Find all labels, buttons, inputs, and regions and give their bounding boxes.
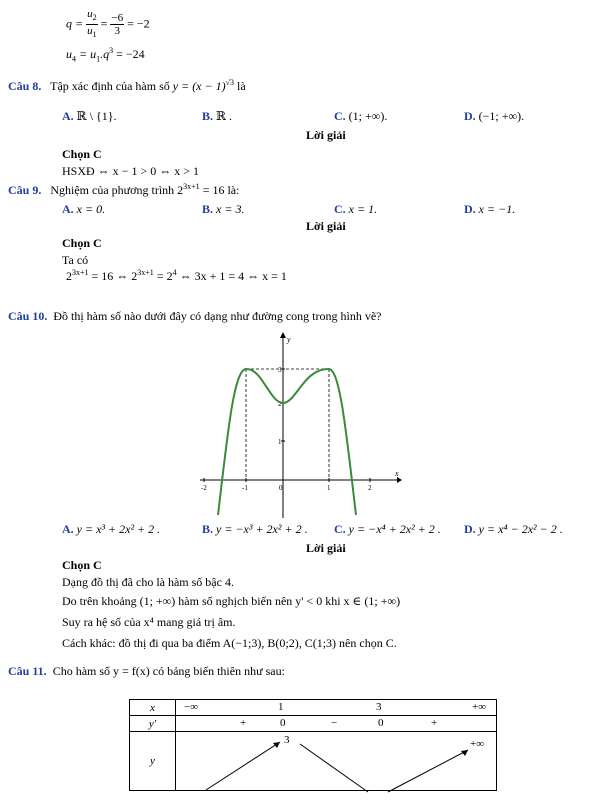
y-tick-label: 1 <box>278 438 282 446</box>
q10-sol-line3: Suy ra hệ số của x⁴ mang giá trị âm. <box>62 615 236 629</box>
x-val: −∞ <box>184 701 199 713</box>
q-lhs: q = <box>66 16 84 31</box>
y-tick-label: 2 <box>278 400 282 408</box>
quartic-curve <box>218 369 356 515</box>
row-y-label: y <box>130 732 176 791</box>
arrow-up <box>206 742 280 790</box>
q9-eq-base: 2 <box>177 183 184 197</box>
arrow-head <box>273 742 280 748</box>
yp-val: + <box>431 717 438 729</box>
q8-tail: là <box>237 79 246 93</box>
x-val: 1 <box>278 701 284 713</box>
u4-sub: 4 <box>72 54 76 64</box>
row-yprime-values <box>176 716 497 732</box>
q9-sol-line1: Ta có <box>62 253 89 267</box>
q-num-sub: 2 <box>92 13 97 23</box>
q8-label: Câu 8. <box>8 79 42 93</box>
x-tick-label: 2 <box>368 484 372 492</box>
q8-solution-title: Lời giải <box>306 128 346 142</box>
l2exp2: 3x+1 <box>137 268 154 277</box>
q10-solution-title: Lời giải <box>306 541 346 555</box>
option-value: y = x³ + 2x² + 2 . <box>76 522 161 536</box>
q9-option-d <box>464 202 515 217</box>
q11-stem <box>8 664 285 679</box>
variation-arrows <box>176 732 498 794</box>
l2a: 2 <box>66 269 72 283</box>
x-tick-label: -2 <box>201 484 207 492</box>
option-key: B. <box>202 522 214 536</box>
q8-option-c <box>334 109 387 124</box>
l2exp: 3x+1 <box>72 268 89 277</box>
q11-text: Cho hàm số y = f(x) có bảng biến thiên như sau: <box>52 664 285 678</box>
u4-sub2: 1 <box>96 54 101 64</box>
u4-mid: = u <box>76 47 97 61</box>
q10-sol-line1: Dạng đồ thị đã cho là hàm số bậc 4. <box>62 575 234 589</box>
q8-stem <box>8 78 246 94</box>
row-yprime <box>130 716 497 732</box>
y-val: 3 <box>284 734 290 746</box>
q10-option-a <box>62 522 160 537</box>
option-key: C. <box>334 109 346 123</box>
row-x-values <box>176 700 497 716</box>
option-value: y = x⁴ − 2x² − 2 . <box>478 522 563 536</box>
yp-val: + <box>240 717 247 729</box>
q10-text: Đồ thị hàm số nào dưới đây có dạng như đường cong trong hình vẽ? <box>53 309 382 323</box>
yp-val: − <box>331 717 338 729</box>
frac-neg6-3 <box>110 12 124 37</box>
q9-sol-line2 <box>66 268 287 284</box>
option-value: (1; +∞). <box>348 109 388 123</box>
arrow-down <box>300 744 368 792</box>
y-axis-label: y <box>287 335 291 344</box>
q9-tail: là: <box>227 183 240 197</box>
q10-choice: Chọn C <box>62 558 102 572</box>
q9-eq-exp: 3x+1 <box>183 182 200 191</box>
frac2-den: 3 <box>114 25 120 38</box>
yp-val: 0 <box>280 717 286 729</box>
q-num: u <box>87 8 93 20</box>
option-value: ℝ \ {1}. <box>76 109 117 123</box>
frac2-num: −6 <box>111 12 124 25</box>
q10-option-b <box>202 522 308 537</box>
row-yprime-label: y' <box>130 716 176 732</box>
row-y <box>130 732 497 791</box>
option-key: B. <box>202 109 214 123</box>
option-value: x = 1. <box>348 202 378 216</box>
q9-option-a <box>62 202 105 217</box>
l2c: = 2 <box>153 269 173 283</box>
option-key: A. <box>62 522 74 536</box>
option-value: x = 0. <box>76 202 106 216</box>
q10-graph <box>190 330 405 520</box>
option-key: D. <box>464 202 476 216</box>
q9-choice: Chọn C <box>62 236 102 250</box>
l2d: ⇔ 3x + 1 = 4 ⇔ x = 1 <box>176 269 287 283</box>
q8-sol-line1: HSXĐ ⇔ x − 1 > 0 ⇔ x > 1 <box>62 164 199 178</box>
y-arrow <box>280 332 286 338</box>
option-value: y = −x³ + 2x² + 2 . <box>216 522 308 536</box>
option-value: x = 3. <box>216 202 245 216</box>
y-val: +∞ <box>470 738 485 750</box>
q10-option-d <box>464 522 563 537</box>
q9-stem <box>8 182 239 198</box>
u4: u <box>66 47 72 61</box>
option-key: D. <box>464 522 476 536</box>
q-eq: = <box>100 16 108 31</box>
q10-option-c <box>334 522 441 537</box>
row-x <box>130 700 497 716</box>
u4-q: .q <box>100 47 110 61</box>
q8-choice: Chọn C <box>62 147 102 161</box>
q8-option-d <box>464 109 524 124</box>
q8-func: y = (x − 1) <box>172 79 226 93</box>
row-x-label: x <box>130 700 176 716</box>
option-value: x = −1. <box>478 202 516 216</box>
q10-stem <box>8 309 382 324</box>
q9-eq-tail: = 16 <box>199 183 225 197</box>
option-key: D. <box>464 109 476 123</box>
q10-sol-line4: Cách khác: đồ thị đi qua ba điểm A(−1;3), B(0;2), C(1;3) nên chọn C. <box>62 636 397 650</box>
q11-label: Câu 11. <box>8 664 47 678</box>
row-y-values <box>176 732 497 791</box>
q9-text: Nghiệm của phương trình <box>50 183 175 197</box>
u4-result: = −24 <box>113 47 145 61</box>
prev-q-line <box>66 8 150 41</box>
arrow-up2 <box>388 750 468 792</box>
x-val: 3 <box>376 701 382 713</box>
option-value: y = −x⁴ + 2x² + 2 . <box>348 522 441 536</box>
q9-option-c <box>334 202 377 217</box>
q10-label: Câu 10. <box>8 309 48 323</box>
option-value: ℝ . <box>216 109 232 123</box>
prev-u4-line <box>66 46 145 63</box>
q-result: = −2 <box>127 16 150 31</box>
option-key: A. <box>62 109 74 123</box>
y-tick-label: 3 <box>278 366 282 374</box>
option-key: B. <box>202 202 214 216</box>
q8-text: Tập xác định của hàm số <box>50 79 170 93</box>
variation-table <box>129 699 497 791</box>
q8-option-b <box>202 109 232 124</box>
x-tick-label: 0 <box>279 484 283 492</box>
q-den-sub: 1 <box>92 30 97 40</box>
x-axis-label: x <box>395 469 399 478</box>
q8-option-a <box>62 109 117 124</box>
q8-func-exp: √3 <box>225 78 234 87</box>
l2b: = 16 ⇔ 2 <box>88 269 138 283</box>
x-val: +∞ <box>472 701 487 713</box>
l2exp3: 4 <box>172 268 177 277</box>
option-value: (−1; +∞). <box>478 109 525 123</box>
option-key: C. <box>334 202 346 216</box>
u4-exp: 3 <box>109 46 114 55</box>
frac-u2-u1 <box>86 8 98 41</box>
yp-val: 0 <box>378 717 384 729</box>
q9-option-b <box>202 202 244 217</box>
q-den: u <box>87 25 93 38</box>
x-tick-label: 1 <box>327 484 331 492</box>
option-key: A. <box>62 202 74 216</box>
x-tick-label: -1 <box>242 484 248 492</box>
q10-sol-line2: Do trên khoảng (1; +∞) hàm số nghịch biến nên y' < 0 khi x ∈ (1; +∞) <box>62 594 401 608</box>
option-key: C. <box>334 522 346 536</box>
q9-solution-title: Lời giải <box>306 219 346 233</box>
q9-label: Câu 9. <box>8 183 42 197</box>
